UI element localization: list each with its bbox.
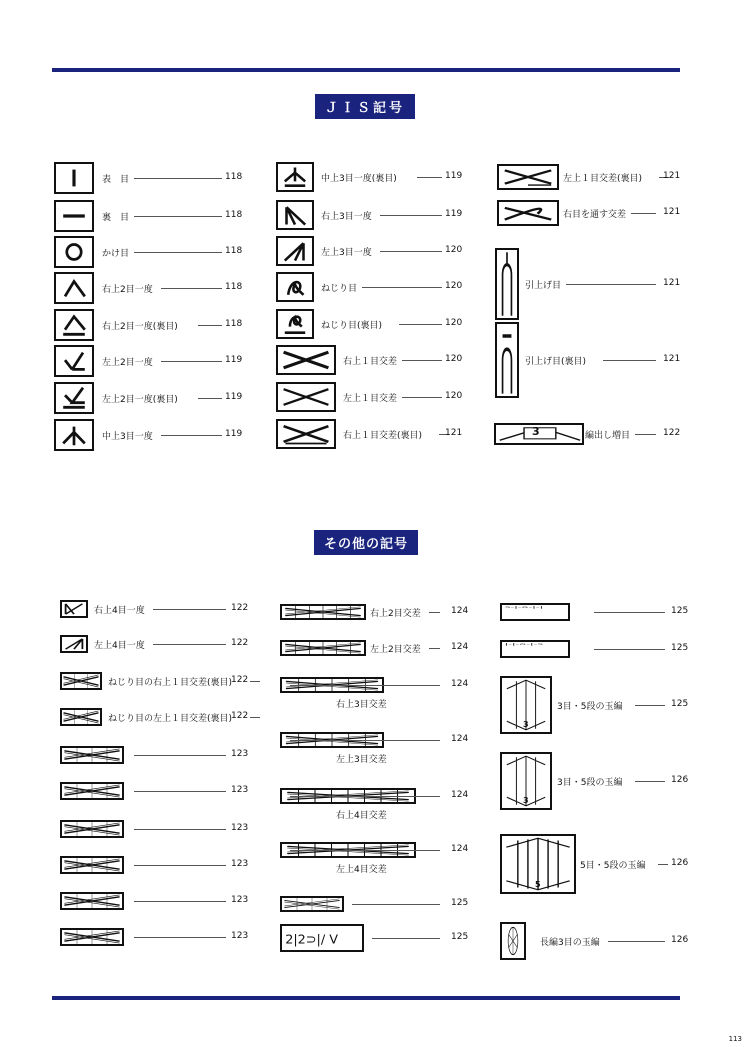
jis-col3-1-symbol-icon xyxy=(497,200,559,226)
jis-col2-0-symbol-icon xyxy=(276,162,314,192)
leader-line xyxy=(429,648,440,649)
leader-line xyxy=(134,755,226,756)
leader-line xyxy=(198,398,222,399)
page-ref: 118 xyxy=(225,282,243,292)
jis-col2-3-symbol-icon xyxy=(276,272,314,302)
page-ref: 126 xyxy=(671,935,689,945)
symbol-label: 編出し増目 xyxy=(585,431,631,441)
leader-line xyxy=(290,740,440,741)
leader-line xyxy=(658,864,668,865)
other-col3-5-symbol-icon xyxy=(500,922,526,960)
symbol-label: 中上3目一度 xyxy=(102,432,153,442)
page-ref: 121 xyxy=(663,171,681,181)
page-ref: 122 xyxy=(231,638,249,648)
other-col1-8-symbol-icon xyxy=(60,892,124,910)
other-col1-6-symbol-icon xyxy=(60,820,124,838)
jis-col3-0-symbol-icon xyxy=(497,164,559,190)
page-ref: 123 xyxy=(231,895,249,905)
page-ref: 119 xyxy=(225,355,243,365)
leader-line xyxy=(161,288,222,289)
other-col1-2-symbol-icon xyxy=(60,672,102,690)
leader-line xyxy=(372,938,440,939)
symbol-label: 右上2目交差 xyxy=(370,609,421,619)
page-ref: 118 xyxy=(225,319,243,329)
symbol-label: 左上１目交差 xyxy=(343,394,398,404)
jis-col1-0-symbol-icon xyxy=(54,162,94,194)
symbol-label: 中上3目一度(裏目) xyxy=(321,174,397,184)
symbol-label: ねじり目の左上１目交差(裏目) xyxy=(108,714,233,724)
leader-line xyxy=(402,397,442,398)
other-col1-9-symbol-icon xyxy=(60,928,124,946)
symbol-label: 左上4目交差 xyxy=(336,865,387,875)
page-ref: 124 xyxy=(451,790,469,800)
leader-line xyxy=(362,287,442,288)
leader-line xyxy=(290,685,440,686)
jis-col2-5-symbol-icon xyxy=(276,345,336,375)
leader-line xyxy=(134,901,226,902)
leader-line xyxy=(402,360,442,361)
leader-line xyxy=(352,904,440,905)
leader-line xyxy=(631,213,656,214)
other-col1-0-symbol-icon xyxy=(60,600,88,618)
page-ref: 120 xyxy=(445,318,463,328)
page-ref: 123 xyxy=(231,823,249,833)
page-ref: 123 xyxy=(231,931,249,941)
page-ref: 126 xyxy=(671,858,689,868)
symbol-label: 右上１目交差(裏目) xyxy=(343,431,423,441)
jis-col1-5-symbol-icon xyxy=(54,345,94,377)
symbol-label: 左上4目一度 xyxy=(94,641,145,651)
increase-count: 3 xyxy=(532,425,540,438)
page-ref: 121 xyxy=(663,354,681,364)
symbol-label: 右上4目一度 xyxy=(94,606,145,616)
symbol-label: 右上3目一度 xyxy=(321,212,372,222)
page-ref: 122 xyxy=(231,711,249,721)
other-col2-7-symbol-icon xyxy=(280,924,364,952)
symbol-label: 右目を通す交差 xyxy=(563,210,627,220)
page-ref: 125 xyxy=(671,606,689,616)
leader-line xyxy=(134,216,222,217)
symbol-label: 5目・5段の玉編 xyxy=(580,861,646,871)
jis-col1-4-symbol-icon xyxy=(54,309,94,341)
other-col2-6-symbol-icon xyxy=(280,896,344,912)
leader-line xyxy=(290,850,440,851)
other-col3-0-symbol-icon xyxy=(500,603,570,621)
page-ref: 126 xyxy=(671,775,689,785)
stitch-count: 5 xyxy=(535,880,541,889)
symbol-label: 右上4目交差 xyxy=(336,811,387,821)
svg-text:ↄ-|-o-|-|: ↄ-|-o-|-| xyxy=(504,606,544,609)
page-ref: 124 xyxy=(451,844,469,854)
other-col3-1-symbol-icon xyxy=(500,640,570,658)
page-ref: 120 xyxy=(445,281,463,291)
jis-col2-4-symbol-icon xyxy=(276,309,314,339)
svg-text:2|2⊃|/ V: 2|2⊃|/ V xyxy=(285,932,338,948)
leader-line xyxy=(134,829,226,830)
page-ref: 124 xyxy=(451,642,469,652)
stitch-count: 3 xyxy=(523,720,529,729)
other-col1-1-symbol-icon xyxy=(60,635,88,653)
section-title-jis: ＪＩＳ記号 xyxy=(315,94,415,119)
bottom-rule xyxy=(52,996,680,1000)
jis-col1-2-symbol-icon xyxy=(54,236,94,268)
leader-line xyxy=(635,434,656,435)
page-ref: 119 xyxy=(225,429,243,439)
other-col2-1-symbol-icon xyxy=(280,640,366,656)
jis-col2-6-symbol-icon xyxy=(276,382,336,412)
page-ref: 124 xyxy=(451,679,469,689)
jis-col2-2-symbol-icon xyxy=(276,236,314,266)
stitch-count: 3 xyxy=(523,796,529,805)
leader-line xyxy=(153,609,226,610)
jis-col2-7-symbol-icon xyxy=(276,419,336,449)
other-col1-5-symbol-icon xyxy=(60,782,124,800)
symbol-label: 裏 目 xyxy=(102,213,130,223)
symbol-label: 左上2目交差 xyxy=(370,645,421,655)
jis-col2-1-symbol-icon xyxy=(276,200,314,230)
leader-line xyxy=(566,284,656,285)
other-col1-4-symbol-icon xyxy=(60,746,124,764)
section-title-other: その他の記号 xyxy=(314,530,418,555)
page-ref: 122 xyxy=(231,675,249,685)
symbol-label: ねじり目の右上１目交差(裏目) xyxy=(108,678,233,688)
leader-line xyxy=(417,177,442,178)
leader-line xyxy=(429,612,440,613)
page-ref: 120 xyxy=(445,245,463,255)
leader-line xyxy=(635,705,665,706)
symbol-label: 右上3目交差 xyxy=(336,700,387,710)
other-col1-7-symbol-icon xyxy=(60,856,124,874)
page-ref: 123 xyxy=(231,785,249,795)
leader-line xyxy=(603,360,656,361)
page-ref: 122 xyxy=(663,428,681,438)
page-ref: 124 xyxy=(451,606,469,616)
symbol-label: 右上１目交差 xyxy=(343,357,398,367)
page-ref: 122 xyxy=(231,603,249,613)
leader-line xyxy=(134,252,222,253)
leader-line xyxy=(608,941,665,942)
page-number: 113 xyxy=(728,1035,742,1043)
page-ref: 119 xyxy=(225,392,243,402)
symbol-label: 左上2目一度 xyxy=(102,358,153,368)
svg-text:|-|-o-|-ɔ: |-|-o-|-ɔ xyxy=(504,643,544,646)
symbol-label: 引上げ目 xyxy=(525,281,562,291)
leader-line xyxy=(635,781,665,782)
page-ref: 120 xyxy=(445,391,463,401)
top-rule xyxy=(52,68,680,72)
symbol-label: 左上3目一度 xyxy=(321,248,372,258)
symbol-label: 左上2目一度(裏目) xyxy=(102,395,178,405)
page-ref: 124 xyxy=(451,734,469,744)
page-ref: 123 xyxy=(231,859,249,869)
page-ref: 121 xyxy=(663,278,681,288)
symbol-label: 引上げ目(裏目) xyxy=(525,357,587,367)
leader-line xyxy=(134,791,226,792)
page-ref: 120 xyxy=(445,354,463,364)
symbol-label: 右上2目一度(裏目) xyxy=(102,322,178,332)
page-ref: 119 xyxy=(445,171,463,181)
jis-col1-7-symbol-icon xyxy=(54,419,94,451)
symbol-label: 右上2目一度 xyxy=(102,285,153,295)
leader-line xyxy=(250,717,260,718)
page-ref: 125 xyxy=(451,898,469,908)
symbol-label: 3目・5段の玉編 xyxy=(557,702,623,712)
jis-col1-6-symbol-icon xyxy=(54,382,94,414)
symbol-label: 長編3目の玉編 xyxy=(540,938,600,948)
symbol-label: かけ目 xyxy=(102,249,130,259)
jis-col1-3-symbol-icon xyxy=(54,272,94,304)
page-ref: 118 xyxy=(225,246,243,256)
leader-line xyxy=(594,612,665,613)
leader-line xyxy=(134,937,226,938)
page-ref: 125 xyxy=(671,643,689,653)
jis-col3-3-symbol-icon xyxy=(495,322,519,398)
leader-line xyxy=(380,215,442,216)
jis-col1-1-symbol-icon xyxy=(54,200,94,232)
symbol-label: 左上3目交差 xyxy=(336,755,387,765)
jis-col3-2-symbol-icon xyxy=(495,248,519,320)
page-ref: 123 xyxy=(231,749,249,759)
page-ref: 118 xyxy=(225,210,243,220)
symbol-label: ねじり目(裏目) xyxy=(321,321,383,331)
leader-line xyxy=(153,644,226,645)
page-ref: 119 xyxy=(445,209,463,219)
page-ref: 125 xyxy=(671,699,689,709)
page-ref: 121 xyxy=(663,207,681,217)
page-ref: 118 xyxy=(225,172,243,182)
symbol-label: ねじり目 xyxy=(321,284,358,294)
leader-line xyxy=(134,865,226,866)
leader-line xyxy=(134,178,222,179)
leader-line xyxy=(380,251,442,252)
page-ref: 125 xyxy=(451,932,469,942)
symbol-label: 3目・5段の玉編 xyxy=(557,778,623,788)
other-col1-3-symbol-icon xyxy=(60,708,102,726)
leader-line xyxy=(161,361,222,362)
leader-line xyxy=(161,435,222,436)
leader-line xyxy=(290,796,440,797)
page-ref: 121 xyxy=(445,428,463,438)
leader-line xyxy=(250,681,260,682)
symbol-label: 表 目 xyxy=(102,175,130,185)
symbol-label: 左上１目交差(裏目) xyxy=(563,174,643,184)
leader-line xyxy=(594,649,665,650)
leader-line xyxy=(399,324,442,325)
other-col2-0-symbol-icon xyxy=(280,604,366,620)
leader-line xyxy=(198,325,222,326)
